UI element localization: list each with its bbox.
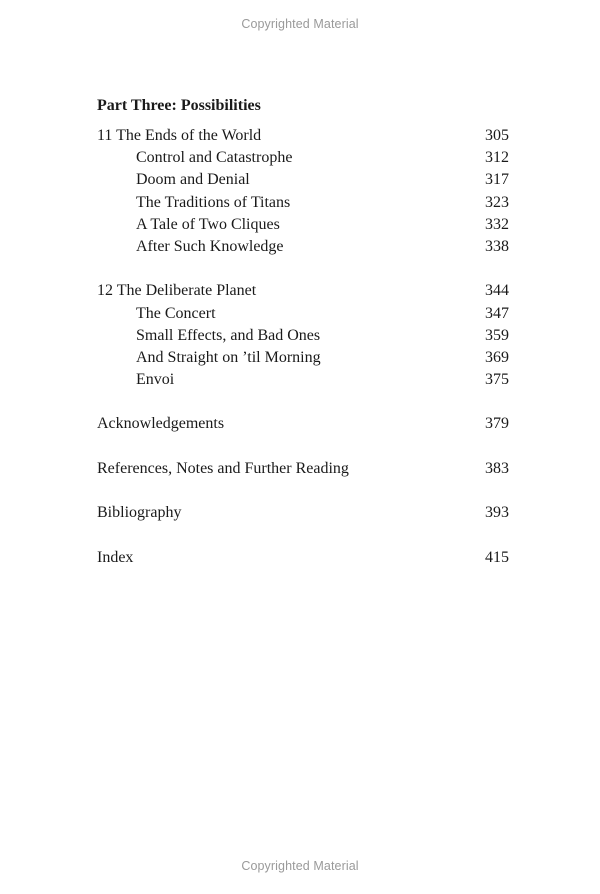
toc-bibliography[interactable] [97, 502, 509, 524]
page-number: 383 [485, 459, 509, 477]
spacer [97, 258, 509, 280]
copyright-watermark-top: Copyrighted Material [241, 17, 359, 31]
toc-section[interactable] [97, 192, 509, 214]
page-number: 393 [485, 504, 509, 522]
back-matter-title: Acknowledgements [97, 415, 225, 433]
spacer [97, 524, 509, 546]
page-number: 317 [485, 171, 509, 189]
section-title: The Traditions of Titans [136, 193, 291, 211]
toc-section[interactable] [97, 303, 509, 325]
toc-section[interactable] [97, 369, 509, 391]
toc-chapter-11[interactable] [97, 125, 509, 147]
toc-section[interactable] [97, 236, 509, 258]
toc-acknowledgements[interactable] [97, 413, 509, 435]
page-number: 375 [485, 371, 509, 389]
section-title: Control and Catastrophe [136, 149, 293, 167]
page-number: 305 [485, 127, 509, 144]
page-number: 369 [485, 348, 509, 366]
page-number: 379 [485, 415, 509, 433]
spacer [97, 480, 509, 502]
page-number: 323 [485, 193, 509, 211]
back-matter-title: Bibliography [97, 504, 182, 522]
toc-section[interactable] [97, 169, 509, 191]
section-title: The Concert [136, 304, 216, 322]
chapter-title: 12 The Deliberate Planet [97, 282, 257, 300]
toc-section[interactable] [97, 325, 509, 347]
back-matter-title: References, Notes and Further Reading [97, 459, 349, 477]
page-number: 344 [485, 282, 509, 300]
part-title: Part Three: Possibilities [97, 97, 261, 114]
page-number: 359 [485, 326, 509, 344]
page-number: 312 [485, 149, 509, 167]
page-number: 338 [485, 237, 509, 255]
toc-section[interactable] [97, 147, 509, 169]
section-title: Doom and Denial [136, 171, 250, 189]
toc-index[interactable] [97, 547, 509, 569]
toc-references[interactable] [97, 458, 509, 480]
copyright-watermark-bottom: Copyrighted Material [241, 859, 359, 873]
spacer [97, 436, 509, 458]
toc-section[interactable] [97, 214, 509, 236]
page-number: 415 [485, 548, 509, 566]
section-title: And Straight on ’til Morning [136, 348, 321, 366]
table-of-contents [97, 95, 509, 569]
section-title: Small Effects, and Bad Ones [136, 326, 321, 344]
toc-chapter-12[interactable] [97, 280, 509, 302]
page-number: 332 [485, 215, 509, 233]
section-title: Envoi [136, 371, 175, 389]
spacer [97, 391, 509, 413]
back-matter-title: Index [97, 548, 134, 566]
page-number: 347 [485, 304, 509, 322]
section-title: A Tale of Two Cliques [136, 215, 280, 233]
section-title: After Such Knowledge [136, 237, 284, 255]
toc-section[interactable] [97, 347, 509, 369]
chapter-title: 11 The Ends of the World [97, 127, 262, 144]
